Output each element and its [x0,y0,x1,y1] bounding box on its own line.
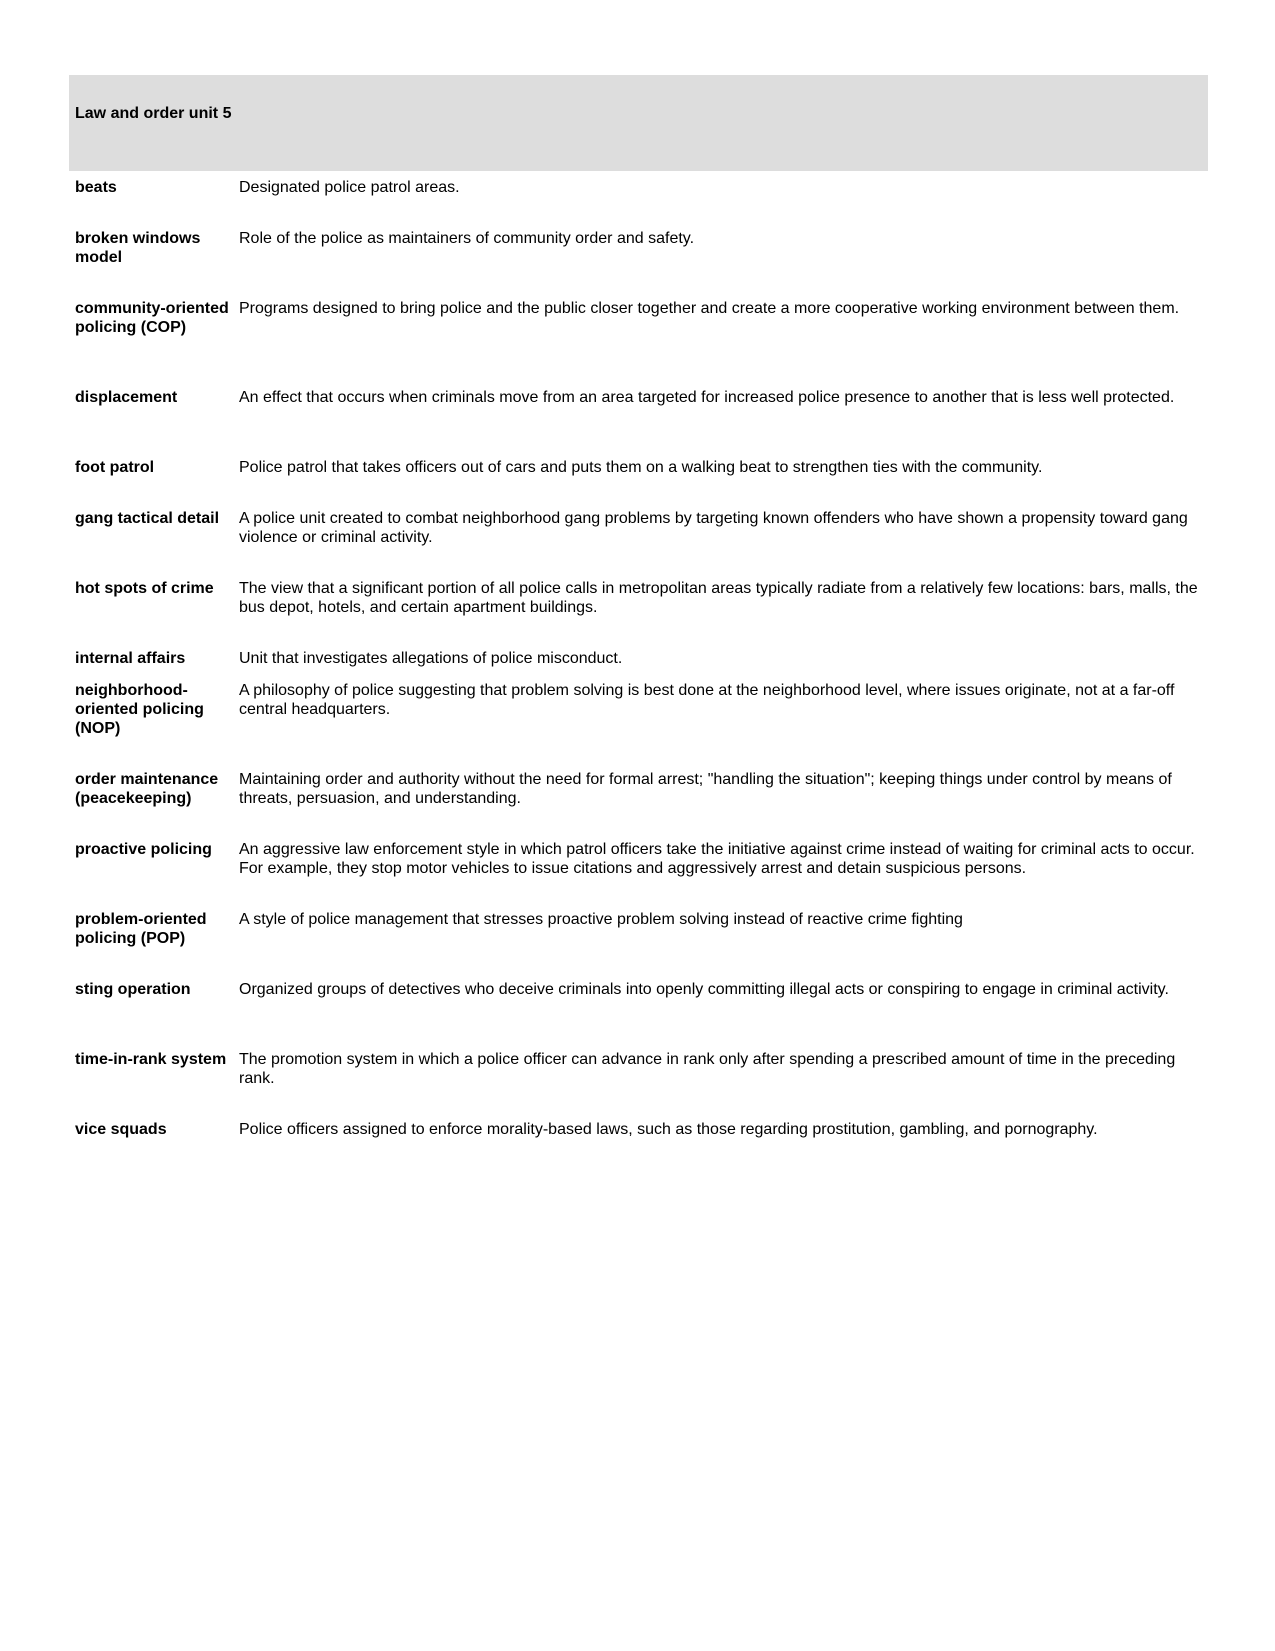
glossary-definition: Role of the police as maintainers of community order and safety. [239,230,695,247]
glossary-row [69,572,1208,642]
glossary-row [69,763,1208,833]
glossary-row [69,171,1208,222]
glossary-definition: An aggressive law enforcement style in which patrol officers take the initiative against crime instead of waiting for criminal acts to occur. For example, they stop motor vehicles to issue citations and aggressively arrest and detain suspicious persons. [239,841,1195,877]
glossary-term: community-oriented policing (COP) [75,300,229,336]
glossary-definition: Designated police patrol areas. [239,179,460,196]
glossary-row [69,642,1208,674]
glossary-definition: A philosophy of police suggesting that problem solving is best done at the neighborhood level, where issues originate, not at a far-off central headquarters. [239,682,1175,718]
glossary-row [69,674,1208,763]
glossary-definition: Police officers assigned to enforce morality-based laws, such as those regarding prostitution, gambling, and pornography. [239,1121,1098,1138]
glossary-term: broken windows model [75,230,201,266]
glossary-definition: Maintaining order and authority without the need for formal arrest; "handling the situation"; keeping things under control by means of threats, persuasion, and understanding. [239,771,1172,807]
glossary-definition: A style of police management that stresses proactive problem solving instead of reactive crime fighting [239,911,963,928]
glossary-row [69,451,1208,502]
glossary-term: gang tactical detail [75,510,220,527]
glossary-term: order maintenance (peacekeeping) [75,771,219,807]
glossary-term: neighborhood-oriented policing (NOP) [75,682,204,737]
glossary-row [69,903,1208,973]
glossary-term: time-in-rank system [75,1051,227,1068]
glossary-definition: Programs designed to bring police and the public closer together and create a more cooperative working environment between them. [239,300,1180,317]
glossary-term: hot spots of crime [75,580,214,597]
glossary-definition: The view that a significant portion of all police calls in metropolitan areas typically radiate from a relatively few locations: bars, malls, the bus depot, hotels, and certain apartment buildings. [239,580,1198,616]
glossary-definition: Police patrol that takes officers out of cars and puts them on a walking beat to strengthen ties with the community. [239,459,1043,476]
glossary-sheet [69,75,1208,1164]
glossary-row [69,1043,1208,1113]
glossary-term: foot patrol [75,459,155,476]
glossary-definition: A police unit created to combat neighborhood gang problems by targeting known offenders who have shown a propensity toward gang violence or criminal activity. [239,510,1188,546]
glossary-term: problem-oriented policing (POP) [75,911,207,947]
glossary-row [69,381,1208,451]
glossary-term: displacement [75,389,178,406]
page-title: Law and order unit 5 [75,105,232,122]
glossary-row [69,292,1208,381]
glossary-term: proactive policing [75,841,212,858]
glossary-list [69,171,1208,1164]
glossary-term: beats [75,179,117,196]
glossary-definition: Unit that investigates allegations of police misconduct. [239,650,623,667]
glossary-row [69,833,1208,903]
glossary-definition: The promotion system in which a police officer can advance in rank only after spending a prescribed amount of time in the preceding rank. [239,1051,1176,1087]
glossary-row [69,502,1208,572]
glossary-row [69,222,1208,292]
glossary-row [69,973,1208,1043]
glossary-definition: Organized groups of detectives who deceive criminals into openly committing illegal acts or conspiring to engage in criminal activity. [239,981,1169,998]
glossary-term: internal affairs [75,650,186,667]
glossary-definition: An effect that occurs when criminals move from an area targeted for increased police presence to another that is less well protected. [239,389,1175,406]
glossary-row [69,1113,1208,1164]
glossary-term: vice squads [75,1121,167,1138]
glossary-term: sting operation [75,981,191,998]
header-bar [69,75,1208,171]
